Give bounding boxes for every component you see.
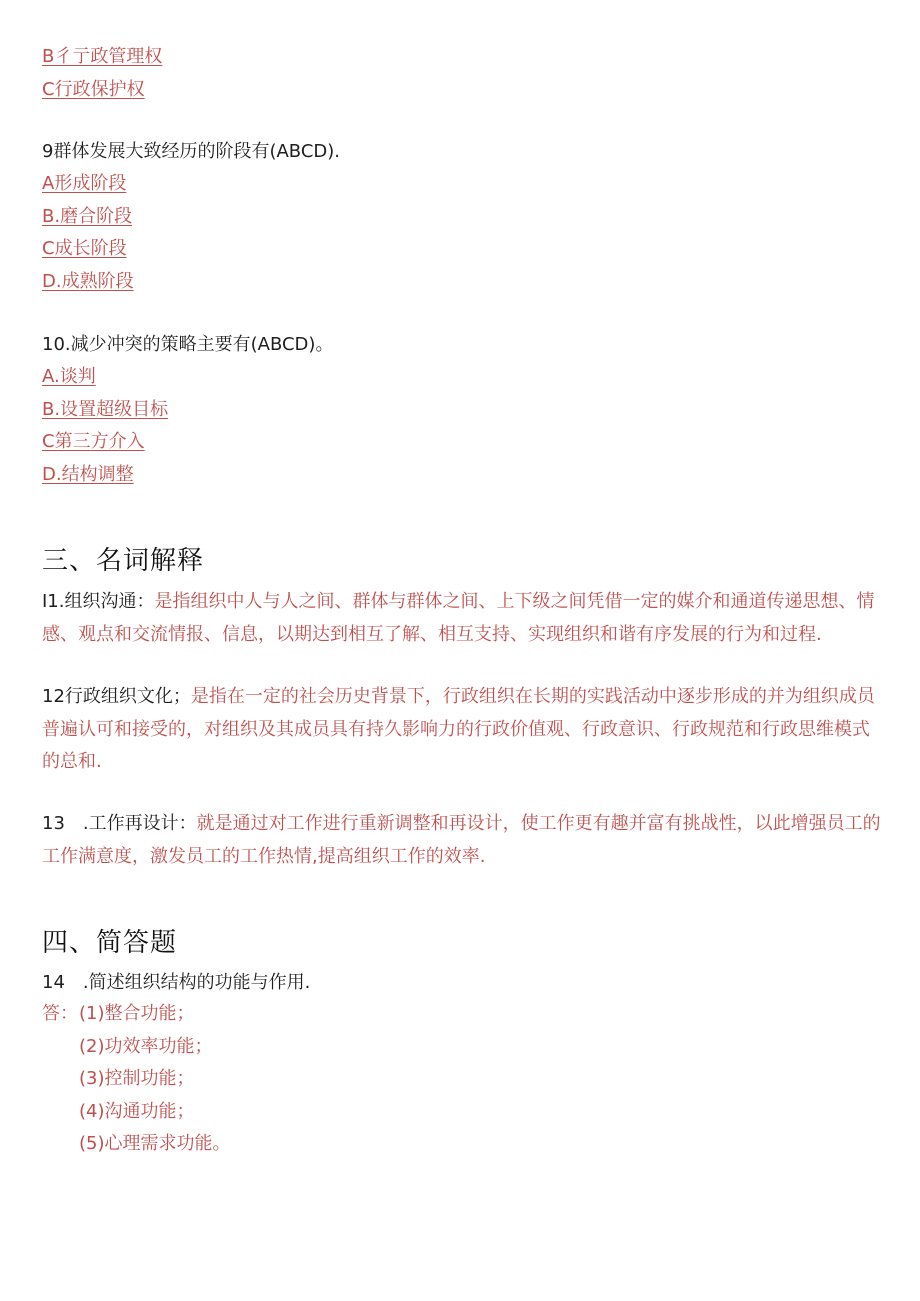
question-9: 9群体发展大致经历的阶段有(ABCD). <box>42 141 340 162</box>
option-c: C第三方介入 <box>42 431 145 453</box>
question-10: 10.减少冲突的策略主要有(ABCD)。 <box>42 334 334 355</box>
term-definition: 是指组织中人与人之间、群体与群体之间、上下级之间凭借一定的媒介和通道传递思想、情感、观点和交流情报、信息，以期达到相互了解、相互支持、实现组织和谐有序发展的行为和过程. <box>42 591 875 645</box>
option-a: A.谈判 <box>42 366 96 387</box>
answer-item: (3)控制功能； <box>79 1068 195 1090</box>
option-d: D.成熟阶段 <box>42 270 134 292</box>
answer-item: (2)功效率功能； <box>79 1035 213 1057</box>
definition-12 <box>42 681 884 779</box>
option-d: D.结构调整 <box>42 463 134 485</box>
term-definition: 是指在一定的社会历史背景下，行政组织在长期的实践活动中逐步形成的并为组织成员普遍认可和接受的，对组织及其成员具有持久影响力的行政价值观、行政意识、行政规范和行政思维模式的总和. <box>42 686 875 772</box>
term-label: 12行政组织文化； <box>42 686 191 707</box>
answer-item: (5)心理需求功能。 <box>79 1133 231 1155</box>
question-14: 14 .简述组织结构的功能与作用. <box>42 972 311 993</box>
options-list-10 <box>42 361 168 491</box>
option-b: B.磨合阶段 <box>42 205 133 227</box>
definition-11 <box>42 586 884 651</box>
section-heading-3: 三、名词解释 <box>42 546 205 576</box>
option-c: C成长阶段 <box>42 238 127 260</box>
term-label: 13 .工作再设计： <box>42 813 197 834</box>
term-label: I1.组织沟通： <box>42 591 155 612</box>
section-heading-4: 四、简答题 <box>42 928 178 958</box>
answer-label: 答： <box>42 1003 78 1024</box>
option-b: B.设置超级目标 <box>42 398 169 420</box>
definition-13 <box>42 808 884 873</box>
option-a: A形成阶段 <box>42 173 127 194</box>
answer-item: (4)沟通功能； <box>79 1100 195 1122</box>
option-b: B彳亍政管理权 <box>42 46 163 67</box>
term-definition: 就是通过对工作进行重新调整和再设计，使工作更有趣并富有挑战性，以此增强员工的工作满意度，激发员工的工作热情,提高组织工作的效率. <box>42 813 881 867</box>
option-c: C行政保护权 <box>42 78 145 100</box>
answer-item: (1)整合功能； <box>79 1003 195 1024</box>
options-list-9 <box>42 168 134 298</box>
answer-list <box>79 998 231 1161</box>
options-list-prev <box>42 41 162 106</box>
